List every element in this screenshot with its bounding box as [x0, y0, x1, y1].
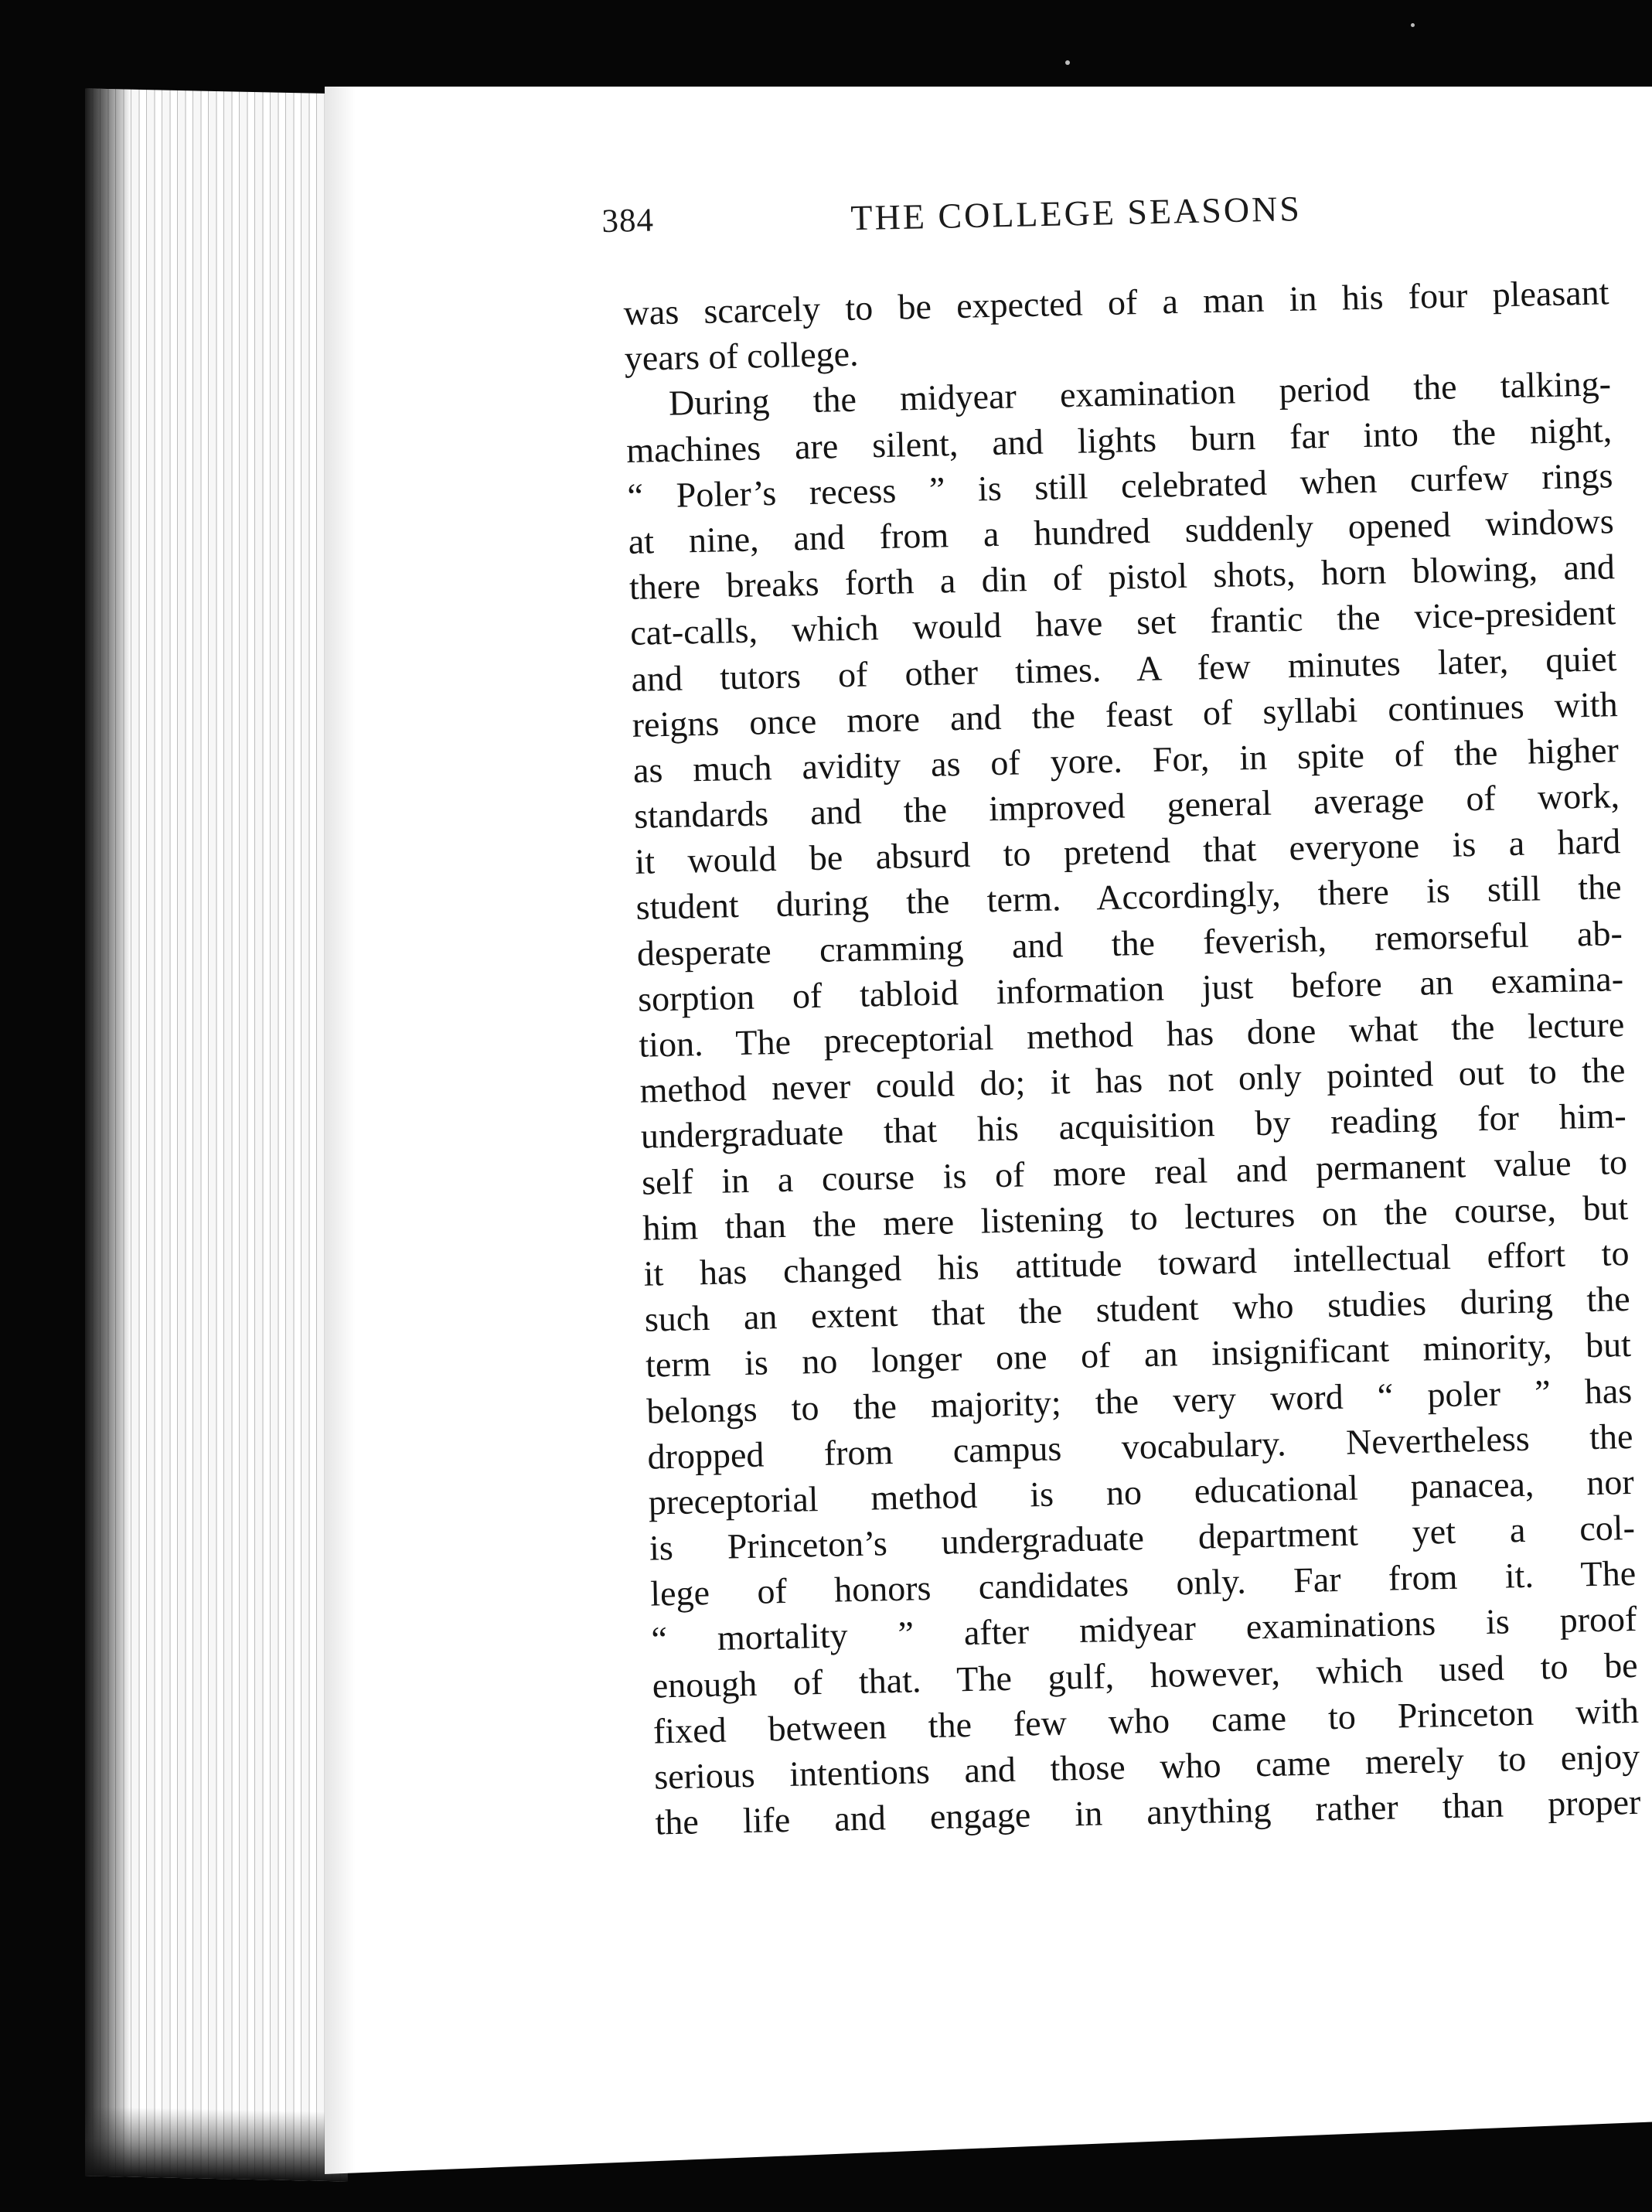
text-line: method never could do; it has not only pointed out to the [639, 1050, 1626, 1110]
dust-speck [1411, 23, 1415, 27]
text-line: cat-calls, which would have set frantic the vice-president [629, 592, 1616, 653]
text-line: machines are silent, and lights burn far into the night, [625, 409, 1613, 470]
running-title: THE COLLEGE SEASONS [850, 189, 1303, 238]
page-fore-edge [85, 88, 348, 2181]
text-line: tion. The preceptorial method has done what the lecture [638, 1004, 1625, 1065]
text-line: enough of that. The gulf, however, which used to be [652, 1645, 1639, 1706]
text-line: standards and the improved general average of work, [633, 775, 1620, 836]
text-line: as much avidity as of yore. For, in spite of the higher [632, 730, 1620, 790]
text-line: serious intentions and those who came merely to enjoy [653, 1736, 1640, 1797]
text-line: student during the term. Accordingly, there is still the [635, 867, 1622, 928]
text-line: there breaks forth a din of pistol shots, horn blowing, and [628, 547, 1616, 608]
text-line: self in a course is of more real and permanent value to [641, 1141, 1628, 1202]
text-line: sorption of tabloid information just before an examina- [637, 958, 1624, 1019]
text-line: “ mortality ” after midyear examinations is proof [651, 1599, 1637, 1660]
text-line: term is no longer one of an insignificant minority, but [645, 1324, 1632, 1385]
text-line: such an extent that the student who studies during the [644, 1279, 1631, 1339]
text-line: it would be absurd to pretend that everyone is a hard [634, 821, 1621, 882]
text-line: reigns once more and the feast of syllabi continues with [632, 683, 1619, 745]
gutter-shadow [325, 87, 356, 2174]
text-line: was scarcely to be expected of a man in his four pleasant [623, 272, 1609, 332]
page-number: 384 [601, 202, 655, 240]
text-line: fixed between the few who came to Princeton with [652, 1690, 1640, 1751]
text-line: the life and engage in anything rather than proper [654, 1782, 1641, 1842]
text-line: is Princeton’s undergraduate department yet a col- [649, 1508, 1636, 1568]
dust-speck [1065, 60, 1070, 65]
text-line: him than the mere listening to lectures on the course, but [642, 1187, 1629, 1248]
body-text [623, 269, 1641, 1846]
text-line: lege of honors candidates only. Far from it. The [649, 1553, 1637, 1614]
text-line: desperate cramming and the feverish, remorseful ab- [636, 912, 1623, 973]
text-line: it has changed his attitude toward intellectual effort to [643, 1232, 1630, 1293]
edge-shadow [85, 88, 131, 2176]
text-line: years of college. [624, 333, 860, 379]
text-line: preceptorial method is no educational panacea, nor [648, 1461, 1635, 1522]
edge-bottom-shadow [85, 2106, 348, 2181]
text-line: undergraduate that his acquisition by reading for him- [640, 1096, 1627, 1157]
text-line: and tutors of other times. A few minutes later, quiet [631, 638, 1617, 699]
text-line: at nine, and from a hundred suddenly opened windows [628, 501, 1615, 561]
text-line: dropped from campus vocabulary. Nevertheless the [647, 1416, 1633, 1477]
text-line: “ Poler’s recess ” is still celebrated when curfew rings [627, 455, 1613, 516]
text-line: During the midyear examination period the talking- [668, 363, 1612, 424]
text-line: belongs to the majority; the very word “ poler ” has [645, 1370, 1633, 1431]
